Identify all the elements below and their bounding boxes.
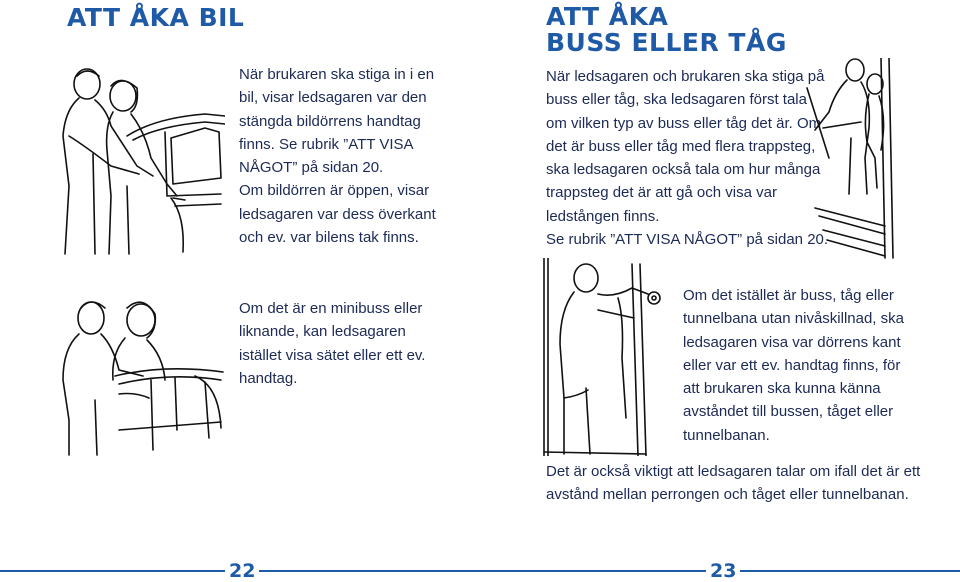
text-line: tunnelbanan. bbox=[683, 426, 770, 444]
text-line: trappsteg det är att gå och visa var bbox=[546, 184, 777, 202]
text-line: NÅGOT” på sidan 20. bbox=[239, 159, 384, 177]
text-line: Om det istället är buss, tåg eller bbox=[683, 287, 894, 304]
paragraph-car-door bbox=[239, 63, 436, 249]
text-line: handtag. bbox=[239, 369, 298, 387]
text-line: avståndet till bussen, tåget eller bbox=[683, 403, 894, 421]
text-line: När brukaren ska stiga in i en bbox=[239, 66, 435, 83]
page-number-right: 23 bbox=[706, 560, 740, 582]
text-line: det är buss eller tåg med flera trappsteg, bbox=[546, 137, 816, 155]
text-line: ledsagaren visa var dörrens kant bbox=[683, 333, 901, 351]
text-line: tunnelbana utan nivåskillnad, ska bbox=[683, 310, 904, 328]
text-line: buss eller tåg, ska ledsagaren först tala bbox=[546, 91, 807, 109]
paragraph-minibus bbox=[239, 297, 425, 390]
text-line: Se rubrik ”ATT VISA NÅGOT” på sidan 20. bbox=[546, 231, 829, 249]
text-line: bil, visar ledsagaren var den bbox=[239, 89, 427, 107]
illustration-minibus-door bbox=[55, 290, 225, 460]
page-number-left: 22 bbox=[225, 560, 259, 582]
text-line: finns. Se rubrik ”ATT VISA bbox=[239, 135, 414, 153]
paragraph-platform-gap bbox=[546, 460, 920, 507]
illustration-bus-steps bbox=[805, 58, 895, 263]
page-title-bus-train bbox=[546, 4, 787, 56]
text-line: Det är också viktigt att ledsagaren talar om ifall det är ett bbox=[546, 463, 921, 480]
text-line: stängda bildörrens handtag bbox=[239, 112, 421, 130]
title-line-1: ATT ÅKA bbox=[546, 2, 669, 31]
text-line: istället visa sätet eller ett ev. bbox=[239, 346, 426, 364]
text-line: om vilken typ av buss eller tåg det är. Om bbox=[546, 114, 822, 132]
illustration-train-door bbox=[538, 258, 668, 456]
title-line-2: BUSS ELLER TÅG bbox=[546, 28, 787, 57]
text-line: ska ledsagaren också tala om hur många bbox=[546, 161, 821, 179]
paragraph-level-entry bbox=[683, 284, 904, 447]
text-line: avstånd mellan perrongen och tåget eller tunnelbanan. bbox=[546, 486, 909, 504]
paragraph-bus-steps bbox=[546, 65, 828, 251]
text-line: ledsagaren var dess överkant bbox=[239, 205, 436, 223]
page-title-car: ATT ÅKA BIL bbox=[67, 3, 245, 32]
illustration-car-door-handle bbox=[55, 66, 225, 256]
text-line: Om bildörren är öppen, visar bbox=[239, 182, 430, 200]
text-line: liknande, kan ledsagaren bbox=[239, 323, 406, 341]
text-line: eller var ett ev. handtag finns, för bbox=[683, 356, 901, 374]
text-line: När ledsagaren och brukaren ska stiga på bbox=[546, 68, 825, 85]
text-line: ledstången finns. bbox=[546, 207, 660, 225]
text-line: och ev. var bilens tak finns. bbox=[239, 229, 419, 247]
text-line: Om det är en minibuss eller bbox=[239, 300, 423, 317]
text-line: att brukaren ska kunna känna bbox=[683, 380, 881, 398]
